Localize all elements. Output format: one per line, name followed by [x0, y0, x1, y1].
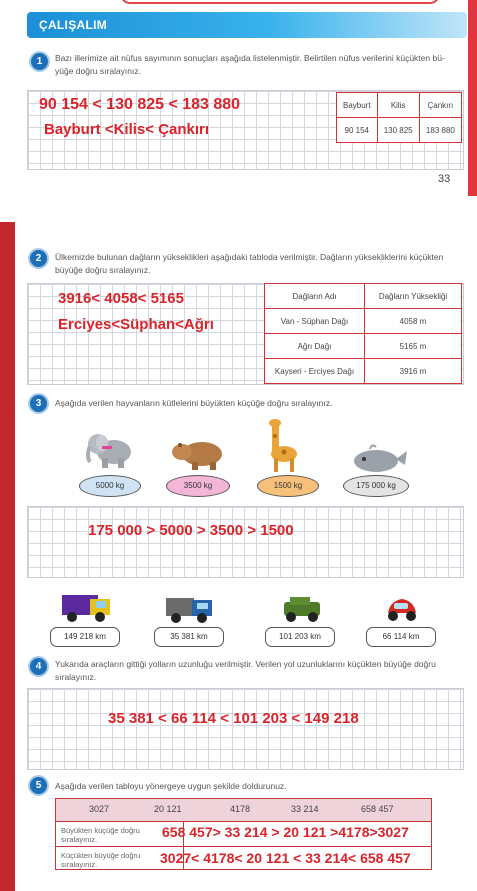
- question-5-answer-desc: 658 457> 33 214 > 20 121 >4178>3027: [162, 824, 409, 840]
- question-2-answer-numbers: 3916< 4058< 5165: [58, 290, 184, 307]
- row2-label-line1: Küçükten büyüğe doğru: [61, 851, 141, 860]
- question-2-text: [55, 251, 467, 277]
- question-1-text: [55, 52, 465, 78]
- question-4-text-line1: Yukarıda araçların gittiği yolların uzunluğu verilmiştir. Verilen yol uzunluklarını küçükten büyüğe doğru: [55, 659, 436, 669]
- page-number: 33: [438, 173, 451, 185]
- row2-label-line2: sıralayınız.: [61, 860, 98, 869]
- question-1-text-line2: yüğe doğru sıralayınız.: [55, 66, 141, 76]
- question-number-5: 5: [30, 777, 47, 794]
- lorry-icon: [164, 592, 214, 624]
- table-header: Dağların Yüksekliği: [365, 284, 462, 309]
- question-5-answer-asc: 3027< 4178< 20 121 < 33 214< 658 457: [160, 850, 411, 866]
- jeep-icon: [280, 594, 324, 624]
- question-3-text: Aşağıda verilen hayvanların kütlelerini büyükten küçüğe doğru sıralayınız.: [55, 398, 333, 408]
- header-value: 20 121: [154, 804, 182, 814]
- table-header: Bayburt: [337, 93, 378, 118]
- animal-weight-giraffe: 1500 kg: [257, 475, 319, 497]
- truck-icon: [60, 589, 114, 623]
- table-cell: Kayseri - Erciyes Dağı: [265, 359, 365, 384]
- table-cell: 3916 m: [365, 359, 462, 384]
- animal-weight-hippo: 3500 kg: [166, 475, 230, 497]
- animal-weight-whale: 175 000 kg: [343, 475, 409, 497]
- question-2-text-line2: büyüğe doğru sıralayınız.: [55, 265, 151, 275]
- top-frame-arc: [120, 0, 440, 4]
- vehicle-distance-car: 66 114 km: [366, 627, 436, 647]
- question-4-text: [55, 658, 465, 684]
- vehicle-distance-lorry: 35 381 km: [154, 627, 224, 647]
- whale-icon: [350, 443, 408, 473]
- question-number-1: 1: [31, 53, 48, 70]
- table-header: Dağların Adı: [265, 284, 365, 309]
- header-value: 4178: [230, 804, 251, 814]
- header-value: 33 214: [291, 804, 319, 814]
- question-2-text-line1: Ülkemizde bulunan dağların yükseklikleri aşağıdaki tabloda verilmiştir. Dağların yüksekliklerini küçükten: [55, 252, 444, 262]
- question-1-answer-cities: Bayburt <Kilis< Çankırı: [44, 121, 210, 138]
- header-value: 658 457: [361, 804, 394, 814]
- page-34: [0, 222, 477, 891]
- car-icon: [384, 593, 420, 625]
- fill-table-header: [56, 799, 431, 821]
- page-edge-bar-left: [0, 222, 15, 891]
- question-number-3: 3: [30, 395, 47, 412]
- table-cell: Van - Süphan Dağı: [265, 309, 365, 334]
- table-cell: 130 825: [377, 118, 419, 143]
- table-cell: 4058 m: [365, 309, 462, 334]
- giraffe-icon: [264, 418, 300, 474]
- question-4-answer: 35 381 < 66 114 < 101 203 < 149 218: [108, 710, 359, 727]
- vehicle-distance-truck: 149 218 km: [50, 627, 120, 647]
- hippo-icon: [170, 436, 226, 472]
- row1-label: [61, 826, 140, 844]
- page-gap: [0, 196, 477, 222]
- section-title: ÇALIŞALIM: [39, 18, 108, 32]
- table-header: Kilis: [377, 93, 419, 118]
- question-number-2: 2: [30, 250, 47, 267]
- table-cell: 90 154: [337, 118, 378, 143]
- table-cell: Ağrı Dağı: [265, 334, 365, 359]
- question-4-text-line2: sıralayınız.: [55, 672, 97, 682]
- row1-label-line2: sıralayınız.: [61, 835, 98, 844]
- animal-weight-elephant: 5000 kg: [79, 475, 141, 497]
- table-cell: 183 880: [419, 118, 461, 143]
- page-33: [0, 0, 477, 196]
- question-3-answer: 175 000 > 5000 > 3500 > 1500: [88, 522, 294, 539]
- header-value: 3027: [89, 804, 110, 814]
- question-1-answer-numbers: 90 154 < 130 825 < 183 880: [39, 96, 241, 113]
- answer-grid-4[interactable]: [27, 688, 464, 770]
- population-table: [336, 92, 462, 143]
- table-cell: 5165 m: [365, 334, 462, 359]
- question-1-text-line1: Bazı illerimize ait nüfus sayımının sonuçları aşağıda listelenmiştir. Belirtilen nüfus verilerini küçükten bü-: [55, 53, 445, 63]
- question-5-text: Aşağıda verilen tabloyu yönergeye uygun şekilde doldurunuz.: [55, 781, 287, 791]
- elephant-icon: [84, 428, 136, 472]
- vehicle-distance-jeep: 101 203 km: [265, 627, 335, 647]
- mountain-table: [264, 283, 462, 384]
- answer-grid-3[interactable]: [27, 506, 464, 578]
- question-number-4: 4: [30, 658, 47, 675]
- row2-label: [61, 851, 140, 869]
- row1-label-line1: Büyükten küçüğe doğru: [61, 826, 140, 835]
- table-header: Çankırı: [419, 93, 461, 118]
- page-edge-bar: [468, 0, 477, 196]
- section-header: [27, 12, 467, 38]
- question-2-answer-mountains: Erciyes<Süphan<Ağrı: [58, 316, 214, 333]
